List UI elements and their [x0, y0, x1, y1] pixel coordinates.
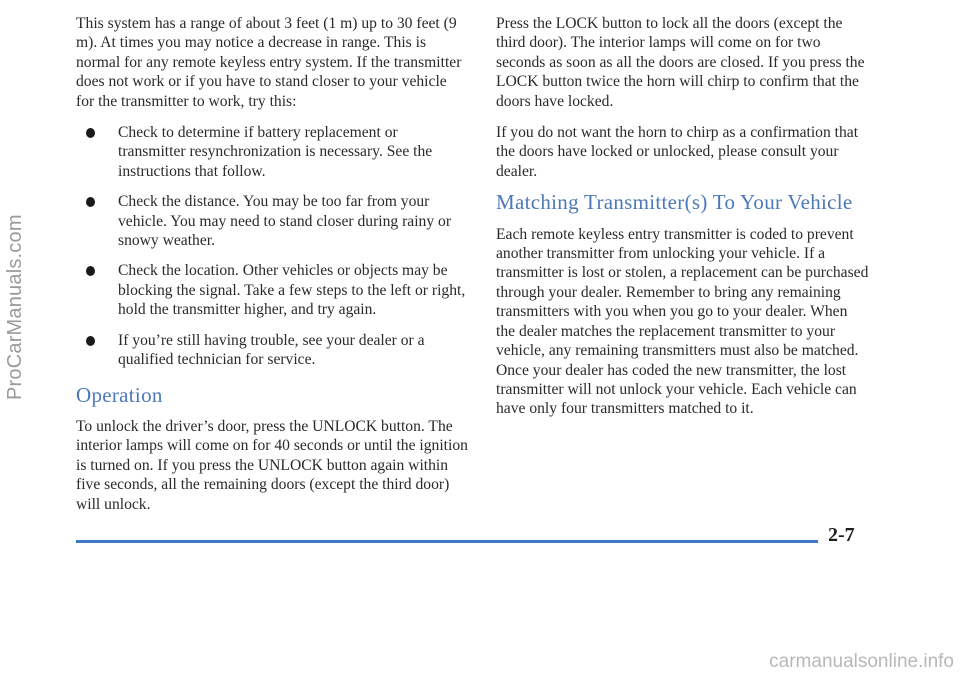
- lock-paragraph: Press the LOCK button to lock all the doors (except the third door). The interior lamps will come on for two seconds as soon as all the doors are closed. If you press the LOCK button twice the horn will chirp to confirm that the doors have locked.: [496, 15, 865, 110]
- right-column: [496, 14, 870, 431]
- list-item: [76, 192, 468, 250]
- list-item-text: Check the location. Other vehicles or objects may be blocking the signal. Take a few steps to the left or right, hold the transmitter higher, and try again.: [118, 262, 466, 319]
- matching-paragraph: Each remote keyless entry transmitter is coded to prevent another transmitter from unlocking your vehicle. If a transmitter is lost or stolen, a replacement can be purchased through your dealer. Remember to bring any remaining transmitters with you when you go to your dealer. When the dealer matches the replacement transmitter to your vehicle, any remaining transmitters must also be matched. Once your dealer has coded the new transmitter, the lost transmitter will not unlock your vehicle. Each vehicle can have only four transmitters matched to it.: [496, 225, 869, 418]
- troubleshooting-list: [76, 123, 468, 369]
- bottom-watermark: carmanualsonline.info: [769, 651, 954, 672]
- list-item-text: Check to determine if battery replacement or transmitter resynchronization is necessary. See the instructions that follow.: [118, 124, 433, 180]
- bullet-icon: [86, 336, 95, 346]
- list-item: [76, 123, 468, 181]
- list-item: [76, 331, 468, 370]
- operation-heading: Operation: [76, 382, 163, 407]
- list-item: [76, 261, 468, 319]
- bullet-icon: [86, 266, 95, 276]
- intro-paragraph: This system has a range of about 3 feet (1 m) up to 30 feet (9 m). At times you may notice a decrease in range. This is normal for any remote keyless entry system. If the transmitter does not work or if you have to stand closer to your vehicle for the transmitter to work, try this:: [76, 15, 462, 110]
- operation-paragraph: To unlock the driver’s door, press the UNLOCK button. The interior lamps will come on for 40 seconds or until the ignition is turned on. If you press the UNLOCK button again within five seconds, all the remaining doors (except the third door) will unlock.: [76, 417, 468, 513]
- horn-paragraph: If you do not want the horn to chirp as a confirmation that the doors have locked or unlocked, please consult your dealer.: [496, 124, 859, 180]
- list-item-text: Check the distance. You may be too far from your vehicle. You may need to stand closer during rainy or snowy weather.: [118, 193, 452, 250]
- page-number: 2-7: [828, 524, 855, 546]
- bullet-icon: [86, 128, 95, 138]
- footer-rule: [76, 540, 818, 543]
- side-watermark: ProCarManuals.com: [4, 214, 26, 400]
- bullet-icon: [86, 197, 95, 207]
- matching-heading: Matching Transmitter(s) To Your Vehicle: [496, 190, 853, 215]
- list-item-text: If you’re still having trouble, see your dealer or a qualified technician for service.: [118, 331, 425, 369]
- left-column: [76, 14, 468, 526]
